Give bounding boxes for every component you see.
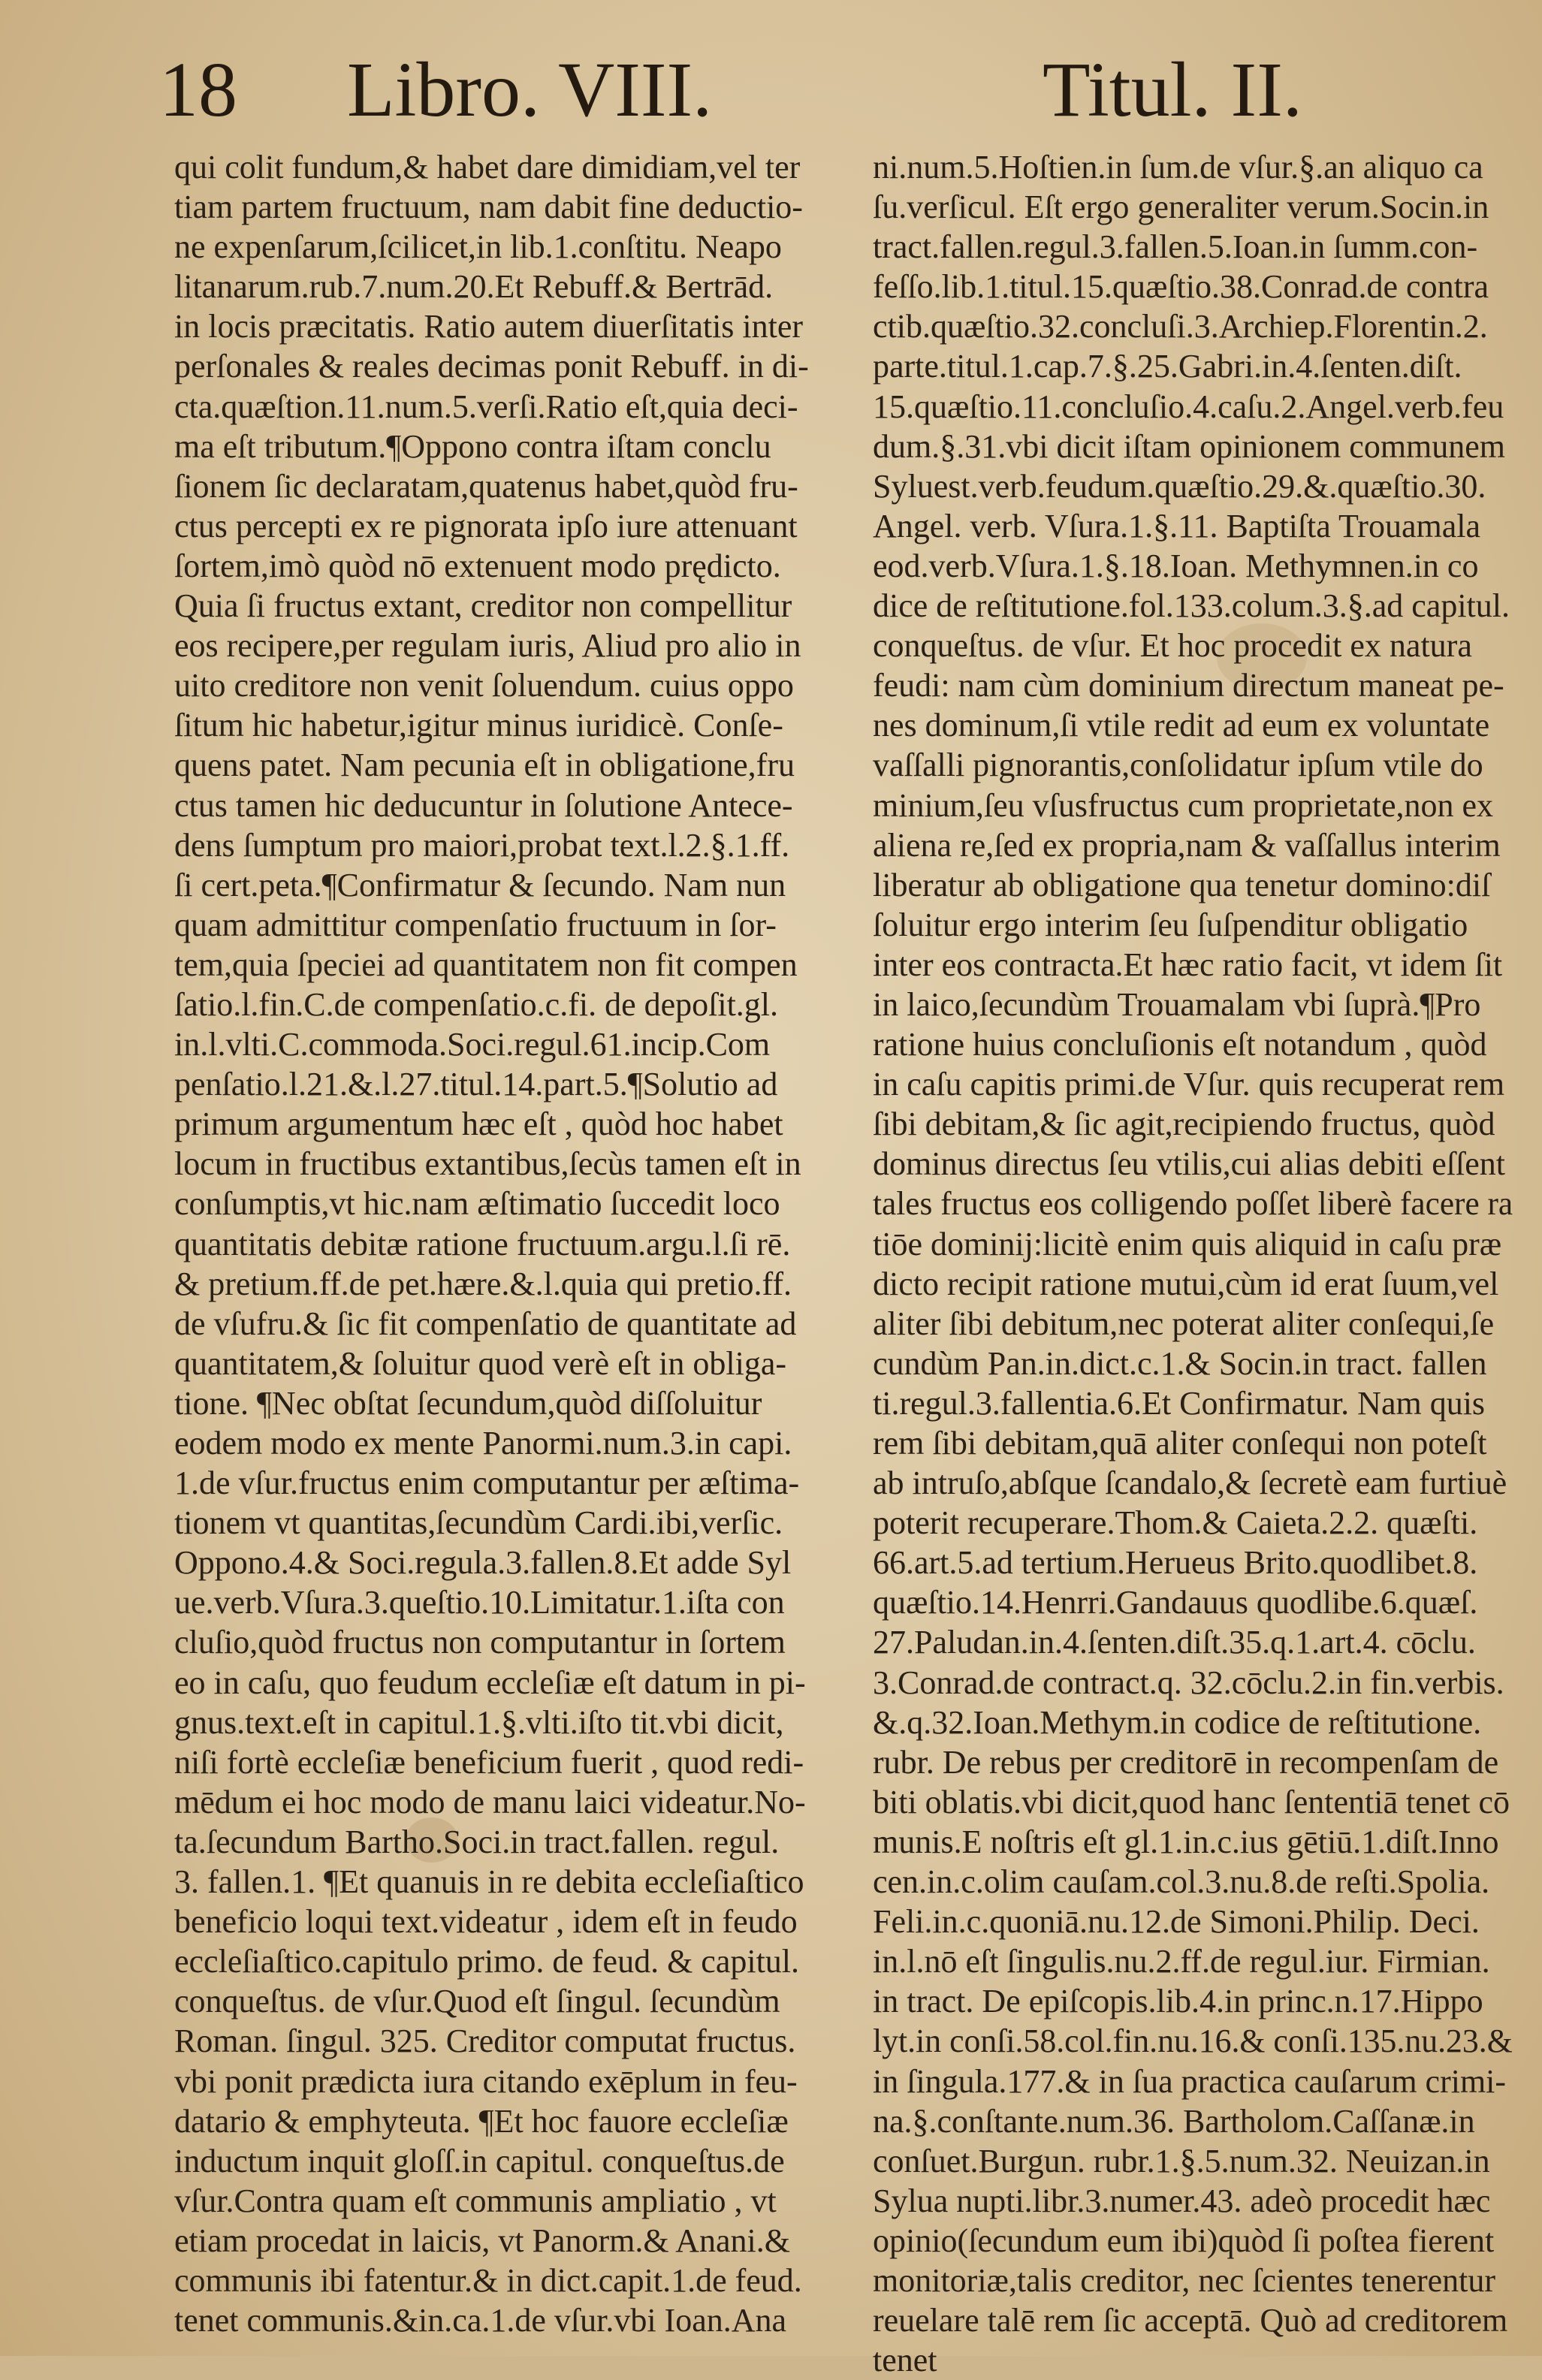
text-line: communis ibi fatentur.& in dict.capit.1.de feud. [174, 2261, 802, 2299]
text-line: minium,ſeu vſusfructus cum proprietate,non ex [873, 786, 1494, 824]
text-line: penſatio.l.21.&.l.27.titul.14.part.5.¶Solutio ad [174, 1066, 778, 1103]
text-line: ſortem,imò quòd nō extenuent modo prędicto. [174, 547, 781, 584]
text-line: feudi: nam cùm dominium directum maneat pe- [873, 667, 1504, 704]
text-line: quæſtio.14.Henrri.Gandauus quodlibe.6.quæſ. [873, 1584, 1478, 1621]
text-line: ue.verb.Vſura.3.queſtio.10.Limitatur.1.iſta con [174, 1584, 785, 1621]
text-line: ſatio.l.fin.C.de compenſatio.c.fi. de depoſit.gl. [174, 985, 779, 1023]
left-text-column [174, 147, 828, 2340]
text-line: etiam procedat in laicis, vt Panorm.& Anani.& [174, 2222, 790, 2259]
text-line: eccleſiaſtico.capitulo primo. de feud. & capitul. [174, 1943, 800, 1980]
text-line: 1.de vſur.fructus enim computantur per æſtima- [174, 1464, 800, 1502]
text-line: vbi ponit prædicta iura citando exēplum in feu- [174, 2062, 798, 2100]
text-line: ſitum hic habetur,igitur minus iuridicè. Conſe- [174, 707, 783, 744]
text-line: cluſio,quòd fructus non computantur in ſortem [174, 1624, 786, 1661]
text-line: niſi fortè eccleſiæ beneficium fuerit , quod redi- [174, 1743, 804, 1781]
text-line: rem ſibi debitam,quā aliter conſequi non poteſt [873, 1425, 1487, 1461]
text-line: eod.verb.Vſura.1.§.18.Ioan. Methymnen.in co [873, 547, 1479, 584]
text-line: perſonales & reales decimas ponit Rebuff. in di- [174, 348, 809, 385]
text-line: na.§.conſtante.num.36. Bartholom.Caſſanæ.in [873, 2102, 1475, 2140]
text-line: quantitatem,& ſoluitur quod verè eſt in obliga- [174, 1344, 787, 1382]
text-line: & pretium.ff.de pet.hære.&.l.quia qui pretio.ff. [174, 1265, 792, 1302]
text-line: ne expenſarum,ſcilicet,in lib.1.conſtitu. Neapo [174, 228, 782, 266]
text-line: in.l.vlti.C.commoda.Soci.regul.61.incip.Com [174, 1026, 771, 1063]
text-line: aliter ſibi debitum,nec poterat aliter conſequi,ſe [873, 1305, 1495, 1342]
text-line: tiam partem fructuum, nam dabit fine deductio- [174, 189, 803, 226]
text-line: cundùm Pan.in.dict.c.1.& Socin.in tract. fallen [873, 1344, 1487, 1382]
text-line: qui colit fundum,& habet dare dimidiam,vel ter [174, 149, 801, 186]
text-line: tales fructus eos colligendo poſſet liberè facere ra [873, 1185, 1513, 1223]
text-line: 27.Paludan.in.4.ſenten.diſt.35.q.1.art.4. cōclu. [873, 1624, 1476, 1661]
text-line: Sylua nupti.libr.3.numer.43. adeò procedit hæc [873, 2182, 1491, 2219]
text-line: 3. fallen.1. ¶Et quanuis in re debita eccleſiaſtico [174, 1863, 804, 1901]
text-line: de vſufru.& ſic fit compenſatio de quantitate ad [174, 1305, 797, 1342]
text-line: in tract. De epiſcopis.lib.4.in princ.n.17.Hippo [873, 1983, 1483, 2020]
text-line: ctib.quæſtio.32.concluſi.3.Archiep.Florentin.2. [873, 308, 1488, 345]
text-line: cta.quæſtion.11.num.5.verſi.Ratio eſt,quia deci- [174, 388, 798, 425]
text-line: ſoluitur ergo interim ſeu ſuſpenditur obligatio [873, 906, 1468, 943]
book-heading: Libro. VIII. [347, 47, 713, 133]
text-line: feſſo.lib.1.titul.15.quæſtio.38.Conrad.de contra [873, 268, 1489, 306]
text-line: in locis præcitatis. Ratio autem diuerſitatis inter [174, 308, 804, 345]
text-line: tenet communis.&in.ca.1.de vſur.vbi Ioan.Ana [174, 2302, 787, 2339]
text-line: aliena re,ſed ex propria,nam & vaſſallus interim [873, 826, 1501, 864]
page-number: 18 [159, 47, 237, 133]
text-line: eos recipere,per regulam iuris, Aliud pro alio in [174, 627, 801, 665]
text-line: Oppono.4.& Soci.regula.3.fallen.8.Et adde Syl [174, 1544, 792, 1582]
text-line: gnus.text.eſt in capitul.1.§.vlti.iſto tit.vbi dicit, [174, 1703, 784, 1741]
text-line: eo in caſu, quo feudum eccleſiæ eſt datum in pi- [174, 1664, 806, 1701]
title-heading: Titul. II. [1043, 47, 1302, 133]
text-line: ratione huius concluſionis eſt notandum , quòd [873, 1026, 1487, 1063]
text-line: lyt.in conſi.58.col.fin.nu.16.& conſi.135.nu.23.& [873, 2023, 1513, 2060]
text-line: Quia ſi fructus extant, creditor non compellitur [174, 587, 792, 625]
text-line: vaſſalli pignorantis,conſolidatur ipſum vtile do [873, 747, 1483, 784]
text-line: quantitatis debitæ ratione fructuum.argu.l.ſi rē. [174, 1225, 791, 1262]
text-line: Roman. ſingul. 325. Creditor computat fructus. [174, 2023, 796, 2060]
text-line: dominus directus ſeu vtilis,cui alias debiti eſſent [873, 1145, 1505, 1183]
text-line: tem,quia ſpeciei ad quantitatem non fit compen [174, 946, 798, 983]
text-line: Angel. verb. Vſura.1.§.11. Baptiſta Trouamala [873, 507, 1480, 544]
text-line: dum.§.31.vbi dicit iſtam opinionem communem [873, 427, 1506, 465]
text-line: inductum inquit gloſſ.in capitul. conqueſtus.de [174, 2142, 785, 2179]
text-line: ſi cert.peta.¶Confirmatur & ſecundo. Nam nun [174, 866, 786, 903]
right-text-column [873, 147, 1513, 2380]
text-line: Feli.in.c.quoniā.nu.12.de Simoni.Philip. Deci. [873, 1903, 1480, 1941]
text-line: ſionem ſic declaratam,quatenus habet,quòd fru- [174, 467, 798, 505]
text-line: liberatur ab obligatione qua tenetur domino:diſ [873, 866, 1491, 903]
text-line: 15.quæſtio.11.concluſio.4.caſu.2.Angel.verb.feu [873, 388, 1504, 425]
text-line: tiōe dominij:licitè enim quis aliquid in caſu præ [873, 1225, 1502, 1262]
text-line: opinio(ſecundum eum ibi)quòd ſi poſtea fierent [873, 2222, 1495, 2259]
text-line: ſu.verſicul. Eſt ergo generaliter verum.Socin.in [873, 189, 1489, 226]
text-line: uito creditore non venit ſoluendum. cuius oppo [174, 667, 794, 704]
text-line: litanarum.rub.7.num.20.Et Rebuff.& Bertrād. [174, 268, 774, 306]
text-line: dicto recipit ratione mutui,cùm id erat ſuum,vel [873, 1265, 1499, 1302]
text-line: conſumptis,vt hic.nam æſtimatio ſuccedit loco [174, 1185, 780, 1223]
text-line: ni.num.5.Hoſtien.in ſum.de vſur.§.an aliquo ca [873, 149, 1483, 186]
text-line: in laico,ſecundùm Trouamalam vbi ſuprà.¶Pro [873, 985, 1481, 1023]
text-line: cen.in.c.olim cauſam.col.3.nu.8.de reſti.Spolia. [873, 1863, 1490, 1901]
text-line: in ſingula.177.& in ſua practica cauſarum crimi- [873, 2062, 1507, 2100]
text-line: dice de reſtitutione.fol.133.colum.3.§.ad capitul. [873, 587, 1510, 625]
text-line: eodem modo ex mente Panormi.num.3.in capi. [174, 1425, 792, 1461]
text-line: ta.ſecundum Bartho.Soci.in tract.fallen. regul. [174, 1823, 780, 1860]
text-line: conqueſtus. de vſur. Et hoc procedit ex natura [873, 627, 1472, 665]
text-line: biti oblatis.vbi dicit,quod hanc ſententiā tenet cō [873, 1783, 1510, 1820]
text-line: ma eſt tributum.¶Oppono contra iſtam conclu [174, 427, 771, 465]
text-line: primum argumentum hæc eſt , quòd hoc habet [174, 1106, 783, 1143]
text-line: in.l.nō eſt ſingulis.nu.2.ff.de regul.iur. Firmian. [873, 1943, 1490, 1980]
text-line: ti.regul.3.fallentia.6.Et Confirmatur. Nam quis [873, 1384, 1486, 1422]
text-line: tenet [873, 2342, 937, 2379]
text-line: in caſu capitis primi.de Vſur. quis recuperat rem [873, 1066, 1505, 1103]
text-line: tract.fallen.regul.3.fallen.5.Ioan.in ſumm.con- [873, 228, 1478, 266]
text-line: 3.Conrad.de contract.q. 32.cōclu.2.in fin.verbis. [873, 1664, 1504, 1701]
text-line: munis.E noſtris eſt gl.1.in.c.ius gētiū.1.diſt.Inno [873, 1823, 1499, 1860]
text-line: vſur.Contra quam eſt communis ampliatio , vt [174, 2182, 777, 2219]
text-line: nes dominum,ſi vtile redit ad eum ex voluntate [873, 707, 1490, 744]
text-line: inter eos contracta.Et hæc ratio facit, vt idem ſit [873, 946, 1503, 983]
text-line: quam admittitur compenſatio fructuum in ſor- [174, 906, 777, 943]
text-line: quens patet. Nam pecunia eſt in obligatione,fru [174, 747, 795, 784]
text-line: Syluest.verb.feudum.quæſtio.29.&.quæſtio.30. [873, 467, 1486, 505]
text-line: poterit recuperare.Thom.& Caieta.2.2. quæſti. [873, 1504, 1478, 1542]
text-line: reuelare talē rem ſic acceptā. Quò ad creditorem [873, 2302, 1508, 2339]
text-line: datario & emphyteuta. ¶Et hoc fauore eccleſiæ [174, 2102, 789, 2140]
text-line: dens ſumptum pro maiori,probat text.l.2.§.1.ff. [174, 826, 790, 864]
text-line: ctus percepti ex re pignorata ipſo iure attenuant [174, 507, 798, 544]
text-line: ſibi debitam,& ſic agit,recipiendo fructus, quòd [873, 1106, 1495, 1143]
text-line: conqueſtus. de vſur.Quod eſt ſingul. ſecundùm [174, 1983, 780, 2020]
text-line: 66.art.5.ad tertium.Herueus Brito.quodlibet.8. [873, 1544, 1478, 1582]
text-line: ctus tamen hic deducuntur in ſolutione Antece- [174, 786, 793, 824]
text-line: &.q.32.Ioan.Methym.in codice de reſtitutione. [873, 1703, 1482, 1741]
text-line: locum in fructibus extantibus,ſecùs tamen eſt in [174, 1145, 801, 1183]
text-line: parte.titul.1.cap.7.§.25.Gabri.in.4.ſenten.diſt. [873, 348, 1462, 385]
text-line: ab intruſo,abſque ſcandalo,& ſecretè eam furtiuè [873, 1464, 1507, 1502]
page-header [0, 38, 1542, 143]
text-line: mēdum ei hoc modo de manu laici videatur.No- [174, 1783, 806, 1820]
text-line: conſuet.Burgun. rubr.1.§.5.num.32. Neuizan.in [873, 2142, 1490, 2179]
text-line: rubr. De rebus per creditorē in recompenſam de [873, 1743, 1499, 1781]
text-line: tione. ¶Nec obſtat ſecundum,quòd diſſoluitur [174, 1384, 762, 1422]
text-line: beneficio loqui text.videatur , idem eſt in feudo [174, 1903, 798, 1941]
text-line: monitoriæ,talis creditor, nec ſcientes tenerentur [873, 2261, 1496, 2299]
text-line: tionem vt quantitas,ſecundùm Cardi.ibi,verſic. [174, 1504, 783, 1542]
